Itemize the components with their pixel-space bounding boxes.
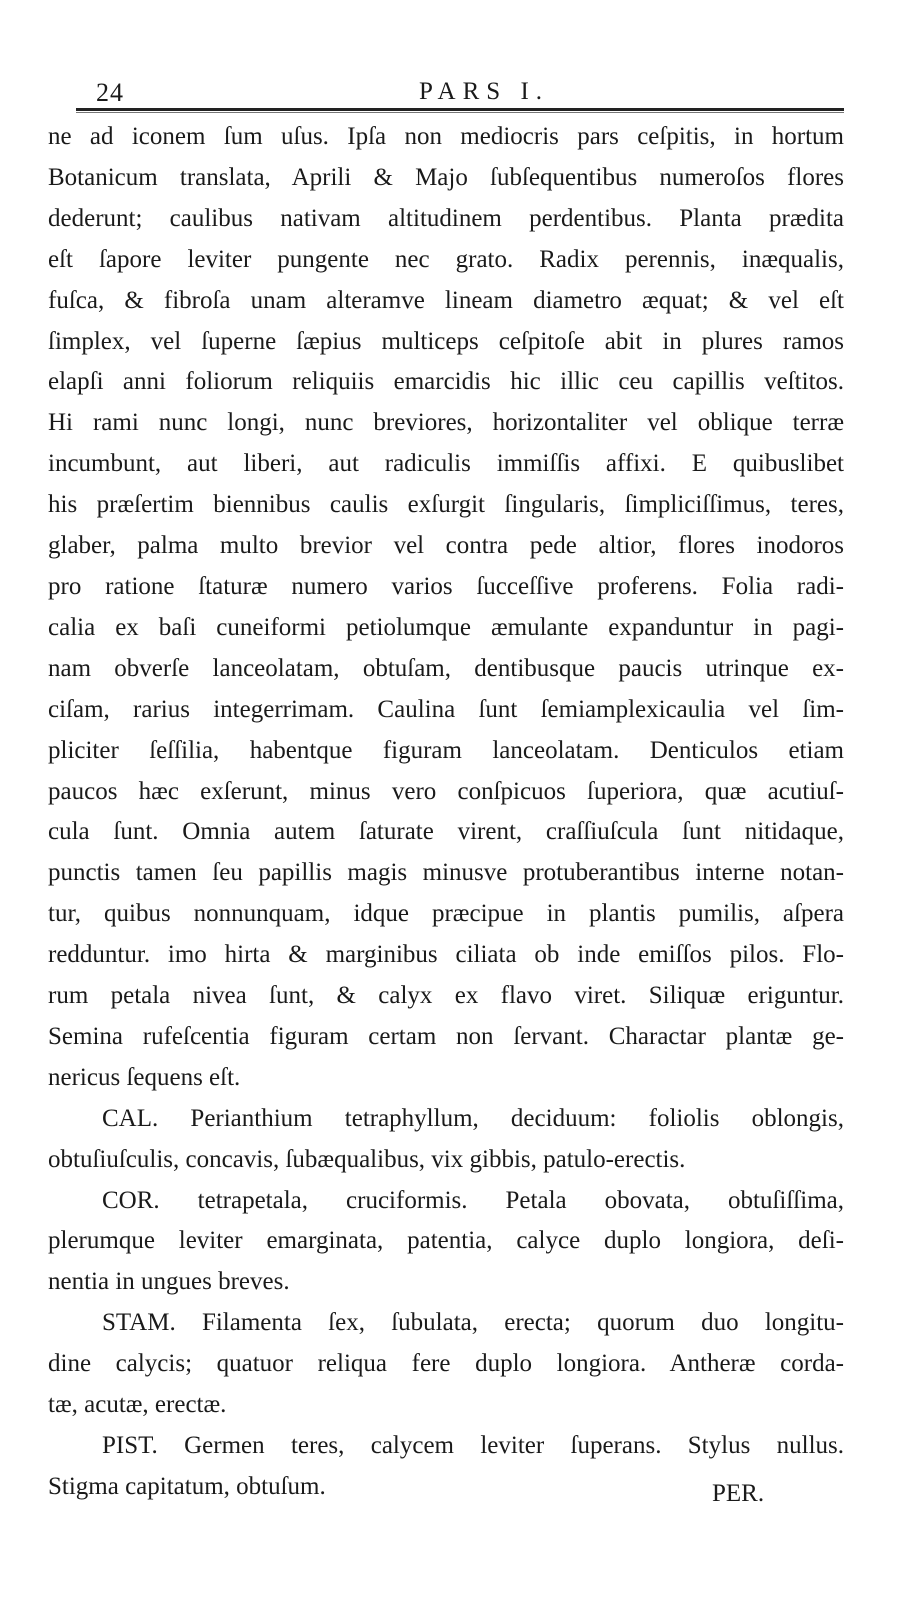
paragraph-stamens [48, 1303, 844, 1426]
text-line: CAL. Perianthium tetraphyllum, deciduum: foliolis oblongis, [102, 1104, 844, 1132]
text-line: cula ſunt. Omnia autem ſaturate virent, craſſiuſcula ſunt nitidaque, [48, 818, 844, 846]
text-line: tæ, acutæ, erectæ. [48, 1391, 227, 1419]
text-line: tur, quibus nonnunquam, idque præcipue in plantis pumilis, aſpera [48, 900, 844, 928]
header-rule-thin [76, 112, 844, 113]
text-line: ciſam, rarius integerrimam. Caulina ſunt ſemiamplexicaulia vel ſim- [48, 695, 844, 723]
text-line: elapſi anni foliorum reliquiis emarcidis hic illic ceu capillis veſtitos. [48, 368, 844, 396]
text-line: paucos hæc exſerunt, minus vero conſpicuos ſuperiora, quæ acutiuſ- [48, 777, 844, 805]
text-line: rum petala nivea ſunt, & calyx ex flavo viret. Siliquæ eriguntur. [48, 982, 844, 1010]
text-line: dine calycis; quatuor reliqua fere duplo longiora. Antheræ corda- [48, 1350, 844, 1378]
text-line: his præſertim biennibus caulis exſurgit ſingularis, ſimpliciſſimus, teres, [48, 491, 844, 519]
text-line: Hi rami nunc longi, nunc breviores, horizontaliter vel oblique terræ [48, 409, 844, 437]
text-line: eſt ſapore leviter pungente nec grato. Radix perennis, inæqualis, [48, 245, 844, 273]
page-header [78, 74, 850, 110]
header-rule [76, 108, 844, 111]
text-line: pro ratione ſtaturæ numero varios ſucceſſive proferens. Folia radi- [48, 572, 844, 600]
text-line: calia ex baſi cuneiformi petiolumque æmulante expanduntur in pagi- [48, 613, 844, 641]
text-line: redduntur. imo hirta & marginibus ciliata ob inde emiſſos pilos. Flo- [48, 941, 844, 969]
paragraph-corolla [48, 1181, 844, 1304]
catchword: PER. [712, 1480, 765, 1507]
text-line: Semina rufeſcentia figuram certam non ſervant. Charactar plantæ ge- [48, 1022, 844, 1050]
text-line: nentia in ungues breves. [48, 1268, 290, 1296]
text-line: dederunt; caulibus nativam altitudinem perdentibus. Planta prædita [48, 204, 844, 232]
text-line: COR. tetrapetala, cruciformis. Petala obovata, obtuſiſſima, [102, 1186, 844, 1214]
text-line: ne ad iconem ſum uſus. Ipſa non mediocris pars ceſpitis, in hortum [48, 123, 844, 150]
text-line: ſimplex, vel ſuperne ſæpius multiceps ceſpitoſe abit in plures ramos [48, 327, 844, 355]
text-line: nam obverſe lanceolatam, obtuſam, dentibusque paucis utrinque ex- [48, 654, 844, 682]
page-number: 24 [96, 78, 124, 107]
text-line: PIST. Germen teres, calycem leviter ſuperans. Stylus nullus. [102, 1432, 844, 1459]
paragraph-description [48, 117, 844, 1099]
paragraph-calyx [48, 1099, 844, 1181]
body-text [48, 117, 844, 1508]
text-line: incumbunt, aut liberi, aut radiculis immiſſis affixi. E quibuslibet [48, 450, 844, 478]
text-line: Botanicum translata, Aprili & Majo ſubſequentibus numeroſos flores [48, 163, 844, 191]
text-line: Stigma capitatum, obtuſum. [48, 1472, 326, 1500]
text-line: nericus ſequens eſt. [48, 1063, 241, 1091]
text-line: plerumque leviter emarginata, patentia, calyce duplo longiora, deſi- [48, 1227, 844, 1255]
text-line: pliciter ſeſſilia, habentque figuram lanceolatam. Denticulos etiam [48, 736, 844, 764]
running-head: PARS I. [418, 78, 550, 105]
text-line: STAM. Filamenta ſex, ſubulata, erecta; quorum duo longitu- [102, 1309, 844, 1337]
text-line: glaber, palma multo brevior vel contra pede altior, flores inodoros [48, 532, 844, 560]
text-line: punctis tamen ſeu papillis magis minusve protuberantibus interne notan- [48, 859, 844, 887]
text-line: fuſca, & fibroſa unam alteramve lineam diametro æquat; & vel eſt [48, 286, 844, 314]
text-line: obtuſiuſculis, concavis, ſubæqualibus, vix gibbis, patulo-erectis. [48, 1145, 686, 1173]
